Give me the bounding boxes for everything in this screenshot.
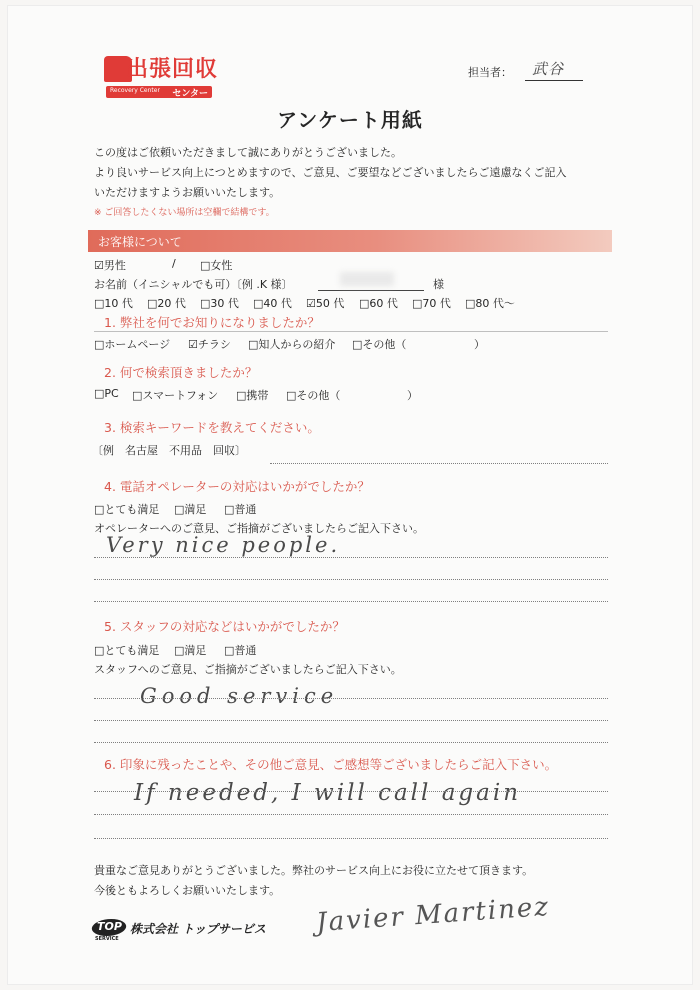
name-suffix: 様 (433, 278, 444, 291)
intro-line-3: いただけますようお願いいたします。 (94, 186, 281, 199)
staff-label: 担当者： (468, 66, 512, 79)
age-options (94, 295, 634, 311)
signature: Javier Martinez (315, 891, 551, 939)
q4-answer-line-2[interactable] (94, 579, 608, 580)
section-title-customer: お客様について (98, 235, 182, 249)
page-title: アンケート用紙 (277, 108, 423, 132)
top-logo-subtext: SERVICE (95, 936, 119, 942)
q3-title: 3. 検索キーワードを教えてください。 (104, 420, 320, 435)
q1-rule (94, 331, 608, 332)
q2-option-other[interactable]: □その他（ (286, 389, 341, 402)
intro-note: ※ ご回答したくない場所は空欄で結構です。 (94, 208, 275, 218)
name-label: お名前（イニシャルでも可）〔例 .K 様〕 (94, 278, 293, 291)
intro-line-2: より良いサービス向上につとめますので、ご意見、ご要望などございましたらご遠慮なくご記入 (94, 166, 567, 179)
company-name: 株式会社 トップサービス (130, 922, 266, 936)
name-field-line[interactable] (318, 290, 424, 291)
q5-prompt: スタッフへのご意見、ご指摘がございましたらご記入下さい。 (94, 663, 402, 676)
age-50s[interactable]: ☑50 代 (306, 297, 345, 310)
staff-name: 武谷 (532, 60, 565, 78)
q5-handwritten-answer: Good service (140, 684, 339, 708)
logo-subtitle-bar (106, 86, 212, 98)
age-20s[interactable]: □20 代 (147, 297, 186, 310)
age-80s-plus[interactable]: □80 代～ (465, 297, 515, 310)
logo-main-text: 出張回収 (126, 57, 219, 82)
q1-title: 1. 弊社を何でお知りになりましたか？ (104, 315, 320, 330)
staff-underline (525, 80, 583, 81)
q2-option-other-close: ） (407, 389, 418, 402)
logo-subtitle-small: Recovery Center (110, 87, 160, 94)
gender-male[interactable]: ☑男性 (94, 259, 126, 272)
q1-option-website[interactable]: □ホームページ (94, 338, 171, 351)
q1-option-other-close: ） (474, 338, 485, 351)
q1-option-flyer[interactable]: ☑チラシ (188, 338, 231, 351)
q3-example: 〔例 名古屋 不用品 回収〕 (92, 444, 246, 457)
q6-title: 6. 印象に残ったことや、その他ご意見、ご感想等ございましたらご記入下さい。 (104, 757, 558, 772)
q2-option-pc[interactable]: □PC (94, 387, 119, 400)
q3-answer-line[interactable] (270, 463, 608, 464)
q5-option-very-satisfied[interactable]: □とても満足 (94, 644, 160, 657)
q5-title: 5. スタッフの対応などはいかがでしたか？ (104, 619, 345, 634)
name-redacted (340, 272, 394, 286)
q4-prompt: オペレーターへのご意見、ご指摘がございましたらご記入下さい。 (94, 522, 424, 535)
q4-option-very-satisfied[interactable]: □とても満足 (94, 503, 160, 516)
q1-option-other[interactable]: □その他（ (352, 338, 407, 351)
section-banner-customer (88, 230, 612, 252)
age-40s[interactable]: □40 代 (253, 297, 292, 310)
logo-subtitle: センター (172, 89, 208, 99)
top-logo-text: TOP (97, 920, 122, 933)
age-10s[interactable]: □10 代 (94, 297, 133, 310)
age-30s[interactable]: □30 代 (200, 297, 239, 310)
footer-closing: 今後ともよろしくお願いいたします。 (94, 884, 281, 897)
q4-answer-line-3[interactable] (94, 601, 608, 602)
q2-option-smartphone[interactable]: □スマートフォン (132, 389, 219, 402)
q4-option-neutral[interactable]: □普通 (224, 503, 257, 516)
q4-option-satisfied[interactable]: □満足 (174, 503, 207, 516)
gender-separator: / (172, 257, 176, 270)
age-60s[interactable]: □60 代 (359, 297, 398, 310)
q2-option-mobile[interactable]: □携帯 (236, 389, 269, 402)
intro-line-1: この度はご依頼いただきまして誠にありがとうございました。 (94, 146, 402, 159)
q6-answer-line-1[interactable] (94, 791, 608, 792)
q5-answer-line-1[interactable] (94, 698, 608, 699)
q5-answer-line-2[interactable] (94, 720, 608, 721)
q6-answer-line-2[interactable] (94, 814, 608, 815)
gender-female[interactable]: □女性 (200, 259, 233, 272)
q5-option-satisfied[interactable]: □満足 (174, 644, 207, 657)
footer-thanks: 貴重なご意見ありがとうございました。弊社のサービス向上にお役に立たせて頂きます。 (94, 864, 534, 877)
q1-option-referral[interactable]: □知人からの紹介 (248, 338, 336, 351)
q5-answer-line-3[interactable] (94, 742, 608, 743)
q4-title: 4. 電話オペレーターの対応はいかがでしたか？ (104, 479, 370, 494)
q6-handwritten-answer: If needed, I will call again (134, 780, 522, 806)
q2-title: 2. 何で検索頂きましたか？ (104, 365, 258, 380)
q4-handwritten-answer: Very nice people. (106, 533, 341, 557)
age-70s[interactable]: □70 代 (412, 297, 451, 310)
q6-answer-line-3[interactable] (94, 838, 608, 839)
q4-answer-line-1[interactable] (94, 557, 608, 558)
q5-option-neutral[interactable]: □普通 (224, 644, 257, 657)
